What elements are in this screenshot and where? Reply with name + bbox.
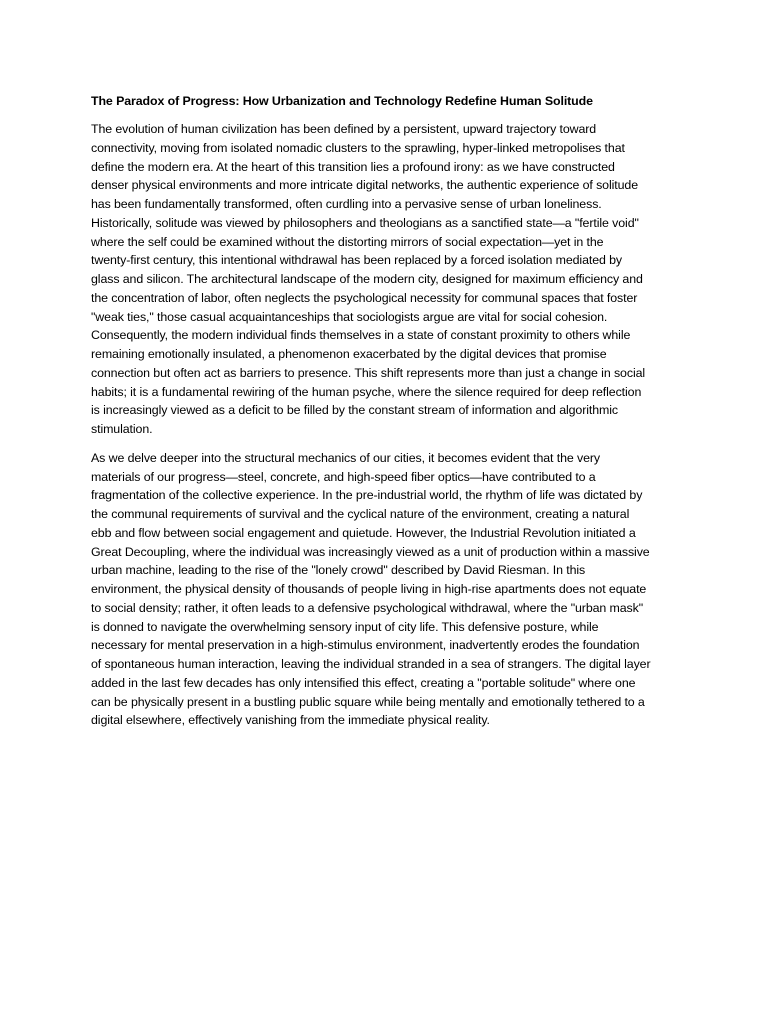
- paragraph-line: The evolution of human civilization has been defined by a persistent, upward trajectory toward: [91, 122, 597, 136]
- paragraph-line: As we delve deeper into the structural mechanics of our cities, it becomes evident that the very: [91, 450, 601, 465]
- paragraph-line: can be physically present in a bustling public square while being mentally and emotionally tethered to a: [91, 694, 645, 709]
- paragraph-line: where the self could be examined without the distorting mirrors of social expectation—yet in the: [91, 234, 604, 249]
- paragraph-line: urban machine, leading to the rise of the "lonely crowd" described by David Riesman. In this: [91, 563, 586, 578]
- paragraph-line: digital elsewhere, effectively vanishing from the immediate physical reality.: [91, 713, 490, 728]
- paragraph-line: glass and silicon. The architectural landscape of the modern city, designed for maximum efficiency and: [91, 272, 643, 286]
- paragraph-line: added in the last few decades has only intensified this effect, creating a "portable solitude" where one: [91, 675, 636, 690]
- paragraph-line: environment, the physical density of thousands of people living in high-rise apartments does not equate: [91, 582, 647, 596]
- paragraph-line: stimulation.: [91, 422, 153, 436]
- paragraph-line: define the modern era. At the heart of this transition lies a profound irony: as we have constructed: [91, 159, 615, 174]
- paragraph-2: [91, 449, 691, 730]
- paragraph-line: to social density; rather, it often leads to a defensive psychological withdrawal, where the "urban mask": [91, 600, 644, 615]
- paragraph-line: connection but often act as barriers to presence. This shift represents more than just a change in social: [91, 365, 646, 380]
- paragraph-line: habits; it is a fundamental rewiring of the human psyche, where the silence required for deep reflection: [91, 384, 642, 399]
- document-title: The Paradox of Progress: How Urbanization and Technology Redefine Human Solitude: [91, 94, 593, 108]
- paragraph-line: "weak ties," those casual acquaintanceships that sociologists argue are vital for social cohesion.: [91, 309, 608, 324]
- paragraph-line: twenty-first century, this intentional withdrawal has been replaced by a forced isolation mediated by: [91, 253, 623, 268]
- paragraph-line: Great Decoupling, where the individual was increasingly viewed as a unit of production within a massive: [91, 544, 650, 559]
- paragraph-line: necessary for mental preservation in a high-stimulus environment, inadvertently erodes the foundation: [91, 638, 640, 653]
- paragraph-line: the communal requirements of survival and the cyclical nature of the environment, creating a natural: [91, 507, 630, 521]
- paragraph-line: remaining emotionally insulated, a phenomenon exacerbated by the digital devices that promise: [91, 347, 607, 361]
- paragraph-line: is increasingly viewed as a deficit to be filled by the constant stream of information and algorithmic: [91, 403, 618, 418]
- paragraph-line: ebb and flow between social engagement and quietude. However, the Industrial Revolution initiated a: [91, 525, 636, 540]
- paragraph-line: is donned to navigate the overwhelming sensory input of city life. This defensive posture, while: [91, 619, 599, 634]
- paragraph-1: [91, 120, 691, 439]
- paragraph-line: denser physical environments and more intricate digital networks, the authentic experience of solitude: [91, 178, 638, 193]
- paragraph-line: the concentration of labor, often neglects the psychological necessity for communal spaces that foster: [91, 290, 638, 305]
- paragraph-line: Consequently, the modern individual finds themselves in a state of constant proximity to others while: [91, 328, 631, 343]
- document-body: [91, 92, 691, 740]
- paragraph-line: has been fundamentally transformed, often curdling into a pervasive sense of urban loneliness.: [91, 197, 602, 211]
- paragraph-line: Historically, solitude was viewed by philosophers and theologians as a sanctified state—a "fertile void": [91, 215, 639, 230]
- paragraph-line: fragmentation of the collective experience. In the pre-industrial world, the rhythm of life was dictated by: [91, 488, 643, 503]
- paragraph-line: materials of our progress—steel, concrete, and high-speed fiber optics—have contributed to a: [91, 469, 596, 484]
- paragraph-line: of spontaneous human interaction, leaving the individual stranded in a sea of strangers. The digital layer: [91, 657, 651, 671]
- paragraph-line: connectivity, moving from isolated nomadic clusters to the sprawling, hyper-linked metropolises that: [91, 140, 625, 155]
